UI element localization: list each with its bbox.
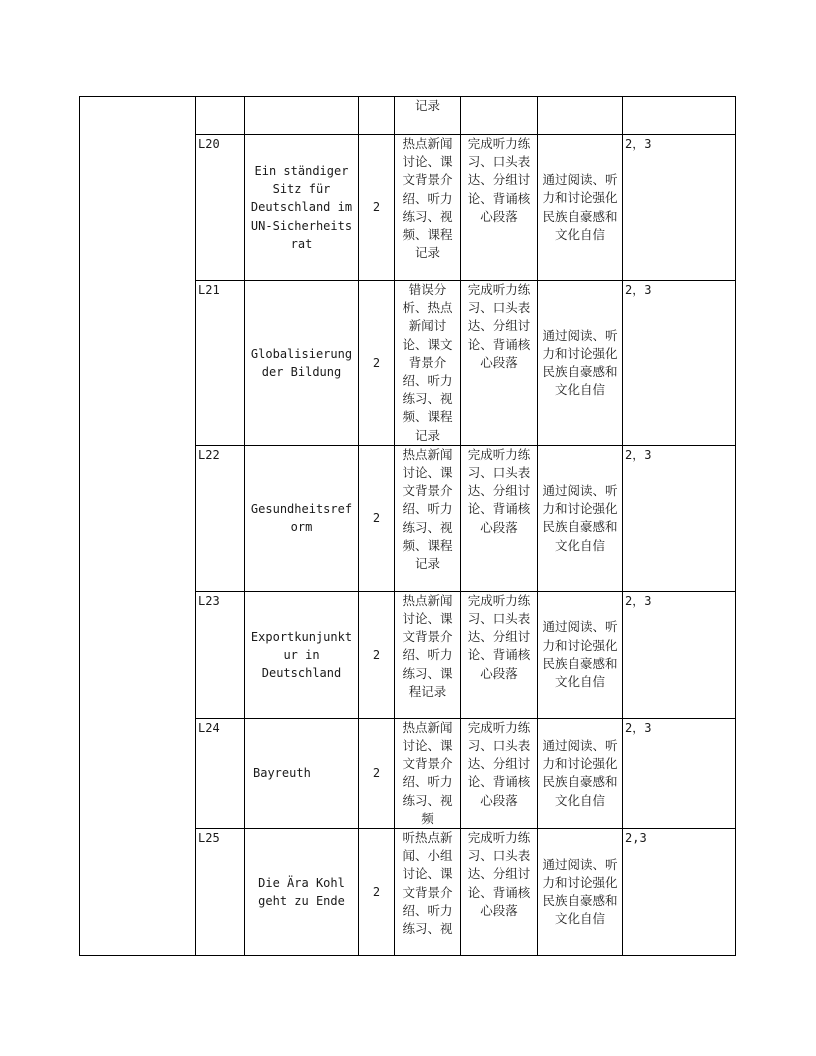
student-task-text: 完成听力练习、口头表达、分组讨论、背诵核心段落 (467, 282, 531, 370)
lesson-title-cell (245, 445, 359, 591)
hours-cell (359, 445, 395, 591)
ideological-goal-text: 通过阅读、听力和讨论强化民族自豪感和文化自信 (542, 856, 618, 927)
student-task-text: 完成听力练习、口头表达、分组讨论、背诵核心段落 (467, 592, 531, 681)
ideological-goal-cell (538, 591, 623, 718)
course-objective: 2，3 (625, 720, 652, 735)
lesson-number-cell (196, 445, 245, 591)
student-task-text: 完成听力练习、口头表达、分组讨论、背诵核心段落 (467, 446, 531, 535)
ideological-goal-text: 通过阅读、听力和讨论强化民族自豪感和文化自信 (542, 619, 618, 690)
ideological-goal-cell (538, 281, 623, 446)
teaching-method-cell (395, 718, 461, 828)
lesson-number: L25 (198, 831, 220, 846)
teaching-method-text: 热点新闻讨论、课文背景介绍、听力练习、课程记录 (402, 592, 453, 699)
hours-cell (359, 718, 395, 828)
teaching-method-cell (395, 829, 461, 956)
ideological-goal-cell (538, 718, 623, 828)
lesson-title-cell (245, 97, 359, 135)
teaching-method-cell (395, 135, 461, 281)
student-task-cell (461, 135, 538, 281)
course-objective: 2，3 (625, 283, 652, 297)
teaching-method-text: 错误分析、热点新闻讨论、课文背景介绍、听力练习、视频、课程记录 (402, 282, 453, 443)
lesson-hours: 2 (372, 647, 381, 662)
ideological-goal-text: 通过阅读、听力和讨论强化民族自豪感和文化自信 (542, 327, 618, 398)
teaching-method-cell (395, 281, 461, 446)
lesson-number: L23 (198, 593, 220, 608)
student-task-cell (461, 829, 538, 956)
lesson-number: L24 (198, 720, 220, 735)
student-task-cell (461, 281, 538, 446)
lesson-title-cell (245, 829, 359, 956)
teaching-method-text: 热点新闻讨论、课文背景介绍、听力练习、视频、课程记录 (402, 446, 453, 572)
course-objective: 2,3 (625, 831, 647, 846)
student-task-cell (461, 445, 538, 591)
course-objective: 2，3 (625, 447, 652, 462)
course-objective-cell (623, 591, 736, 718)
ideological-goal-text: 通过阅读、听力和讨论强化民族自豪感和文化自信 (542, 482, 618, 553)
course-objective-cell (623, 97, 736, 135)
ideological-goal-text: 通过阅读、听力和讨论强化民族自豪感和文化自信 (542, 172, 618, 242)
course-objective-cell (623, 445, 736, 591)
lesson-number-cell (196, 718, 245, 828)
teaching-method-cell (395, 591, 461, 718)
hours-cell (359, 829, 395, 956)
teaching-method-cell (395, 97, 461, 135)
lesson-number-cell (196, 135, 245, 281)
lesson-title-cell (245, 718, 359, 828)
course-objective-cell (623, 718, 736, 828)
lesson-number-cell (196, 591, 245, 718)
student-task-text: 完成听力练习、口头表达、分组讨论、背诵核心段落 (467, 719, 531, 808)
teaching-method-text: 热点新闻讨论、课文背景介绍、听力练习、视频、课程记录 (402, 136, 453, 261)
ideological-goal-cell (538, 829, 623, 956)
ideological-goal-cell (538, 135, 623, 281)
course-objective-cell (623, 281, 736, 446)
lesson-title: Gesundheitsref orm (250, 502, 353, 535)
ideological-goal-cell (538, 445, 623, 591)
hours-cell (359, 281, 395, 446)
lesson-number-cell (196, 97, 245, 135)
lesson-number-cell (196, 281, 245, 446)
student-task-text: 完成听力练习、口头表达、分组讨论、背诵核心段落 (467, 830, 531, 918)
hours-cell (359, 97, 395, 135)
table-row-continuation (80, 97, 736, 135)
student-task-text: 完成听力练习、口头表达、分组讨论、背诵核心段落 (467, 136, 531, 224)
lesson-title: Globalisierung der Bildung (250, 346, 353, 379)
student-task-cell (461, 97, 538, 135)
ideological-goal-cell (538, 97, 623, 135)
lesson-title: Ein ständiger Sitz für Deutschland im UN-Sicherheits rat (250, 163, 353, 251)
lesson-number: L20 (198, 137, 220, 151)
lesson-number: L21 (198, 283, 220, 297)
teaching-method-cell (395, 445, 461, 591)
student-task-cell (461, 591, 538, 718)
hours-cell (359, 135, 395, 281)
course-objective-cell (623, 829, 736, 956)
merged-module-cell (80, 97, 196, 956)
lesson-title: Bayreuth (253, 766, 311, 781)
ideological-goal-text: 通过阅读、听力和讨论强化民族自豪感和文化自信 (542, 738, 618, 808)
course-objective: 2，3 (625, 593, 652, 608)
hours-cell (359, 591, 395, 718)
lesson-title-cell (245, 591, 359, 718)
course-objective: 2，3 (625, 137, 652, 151)
teaching-method-text: 记录 (414, 98, 440, 113)
student-task-cell (461, 718, 538, 828)
lesson-hours: 2 (372, 766, 381, 781)
lesson-hours: 2 (372, 355, 381, 370)
lesson-number: L22 (198, 447, 220, 462)
lesson-title-cell (245, 281, 359, 446)
teaching-method-text: 听热点新闻、小组讨论、课文背景介绍、听力练习、视 (402, 830, 453, 937)
lesson-hours: 2 (372, 884, 381, 899)
lesson-title-cell (245, 135, 359, 281)
lesson-number-cell (196, 829, 245, 956)
lesson-title: Exportkunjunkt ur in Deutschland (250, 629, 353, 680)
course-schedule-table (79, 96, 736, 956)
course-objective-cell (623, 135, 736, 281)
teaching-method-text: 热点新闻讨论、课文背景介绍、听力练习、视频 (402, 719, 453, 826)
lesson-hours: 2 (372, 200, 381, 215)
lesson-title: Die Ära Kohl geht zu Ende (258, 875, 345, 909)
lesson-hours: 2 (372, 511, 381, 526)
